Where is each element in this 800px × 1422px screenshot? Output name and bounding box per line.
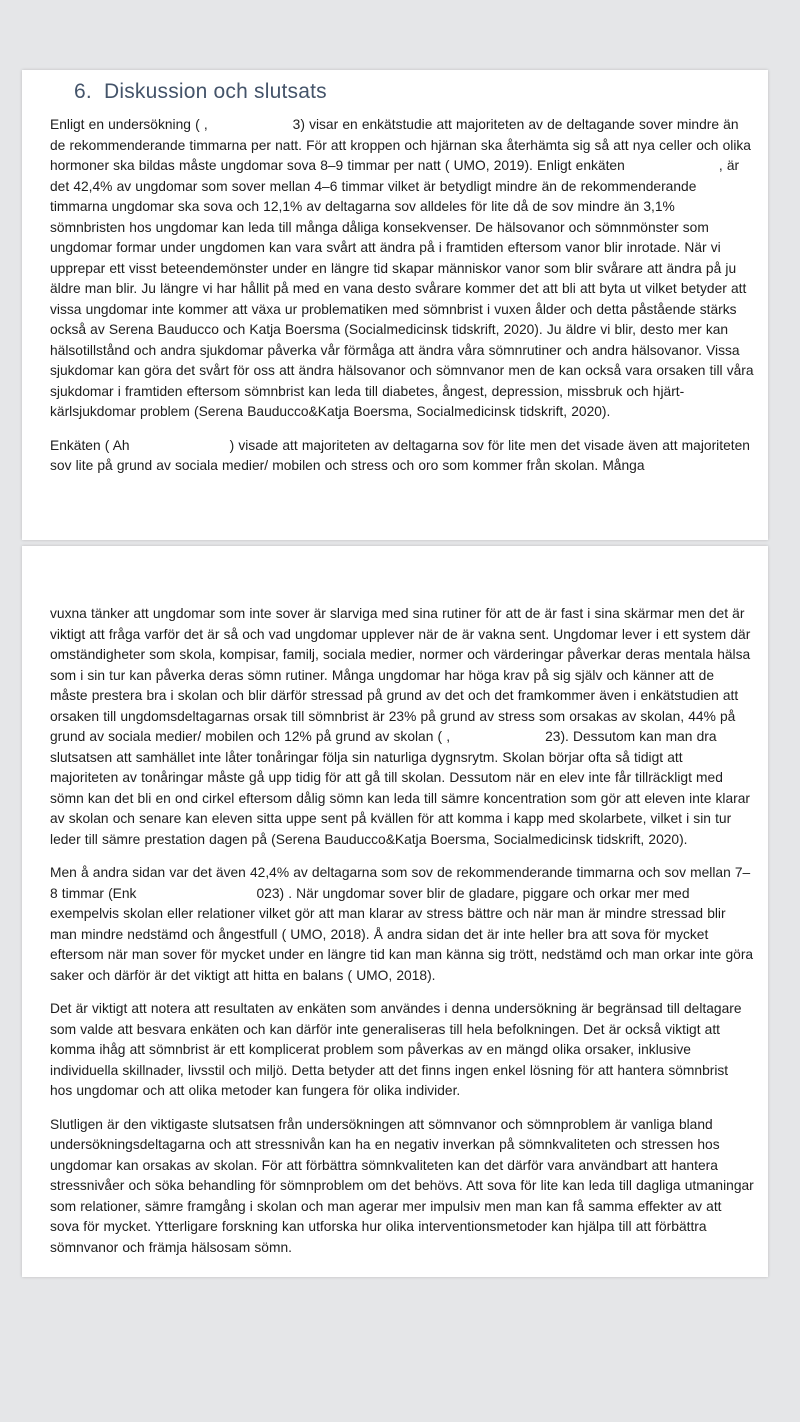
redacted-text-gap xyxy=(130,442,230,450)
paragraph xyxy=(50,115,754,423)
paragraph-text: Enkäten ( Ah xyxy=(50,437,130,453)
paragraph-text: , är det 42,4% av ungdomar som sover mellan 4–6 timmar vilket är betydligt mindre än de rekommenderande timmarna ungdomar ska sova och 12,1% av deltagarna sov alldeles för lite då de sov mindre än 3,1% sömnbristen hos ungdomar kan leda till många dåliga konsekvenser. De hälsovanor och sömnmönster som ungdomar formar under ungdomen kan vara svårt att ändra på i framtiden eftersom vanor blir inrotade. När vi upprepar ett visst beteendemönster under en längre tid skapar människor vanor som blir svårare att ändra på ju äldre man blir. Ju längre vi har hållit på med en vana desto svårare kommer det att bli att byta ut vilket betyder att vissa ungdomar inte kommer att växa ur problematiken med sömnbrist i vuxen ålder och detta påstående stärks också av Serena Bauducco och Katja Boersma (Socialmedicinsk tidskrift, 2020). Ju äldre vi blir, desto mer kan hälsotillstånd och andra sjukdomar påverka vår förmåga att ändra våra sömnrutiner och andra hälsovanor. Vissa sjukdomar kan göra det svårt för oss att ändra hälsovanor och sömnvanor men de kan också vara orsaken till våra sjukdomar i framtiden eftersom sömnbrist kan leda till diabetes, ångest, depression, missbruk och hjärt-kärlsjukdomar problem (Serena Bauducco&Katja Boersma, Socialmedicinsk tidskrift, 2020). xyxy=(50,158,754,419)
paragraph xyxy=(50,999,754,1102)
paragraph-text: 023) . När ungdomar sover blir de gladare, piggare och orkar mer med exempelvis skolan eller relationer vilket gör att man klarar av stress bättre och när man är mindre stressad blir man mindre nedstämd och ångestfull ( UMO, 2018). Å andra sidan det är inte heller bra att sova för mycket eftersom när man sover för mycket under en längre tid kan man känna sig trött, nedstämd och man orkar inte göra saker och därför är det viktigt att hitta en balans ( UMO, 2018). xyxy=(50,885,754,983)
paragraph-text: vuxna tänker att ungdomar som inte sover är slarviga med sina rutiner för att de är fast i sina skärmar men det är viktigt att fråga varför det är så och vad ungdomar upplever när de är vakna sent. Ungdomar lever i ett system där omständigheter som skola, kompisar, familj, sociala medier, normer och värderingar påverkar deras mentala hälsa som i sin tur kan påverka deras sömn rutiner. Många ungdomar har höga krav på sig själv och känner att de måste prestera bra i skolan och blir därför stressad på grund av det och det framkommer även i enkätstudien att orsaken till ungdomsdeltagarnas orsak till sömnbrist är 23% på grund av stress som orsakas av skolan, 44% på grund av sociala medier/ mobilen och 12% på grund av skolan ( , xyxy=(50,606,751,744)
paragraph-text: ) visade att majoriteten av deltagarna sov för lite men det visade även att majoriteten sov lite på grund av sociala medier/ mobilen och stress och oro som kommer från skolan. Många xyxy=(50,437,750,473)
paragraph xyxy=(50,1115,754,1259)
paragraph xyxy=(50,604,754,850)
paragraph-text: 23). Dessutom kan man dra slutsatsen att samhället inte låter tonåringar följa sin naturliga dygnsrytm. Skolan börjar ofta så tidigt att majoriteten av tonåringar måste gå upp tidig för att gå till skolan. Dessutom när en elev inte får tillräckligt med sömn kan det bli en ond cirkel eftersom dålig sömn kan leda till sämre koncentration som gör att eleven inte klarar av skolan och senare kan eleven sitta uppe sent på kvällen för att komma i kapp med skolarbete, vilket i sin tur leder till sämre prestation dagen på (Serena Bauducco&Katja Boersma, Socialmedicinsk tidskrift, 2020). xyxy=(50,729,751,847)
redacted-text-gap xyxy=(136,890,256,898)
page-2-text xyxy=(50,604,754,1258)
paragraph xyxy=(50,436,754,477)
document-page-1 xyxy=(22,70,768,540)
paragraph-text: 3) visar en enkätstudie att majoriteten av de deltagande sover mindre än de rekommenderande timmarna per natt. För att kroppen och hjärnan ska återhämta sig så att nya celler och olika hormoner ska bildas måste ungdomar sova 8–9 timmar per natt ( UMO, 2019). Enligt enkäten xyxy=(50,117,751,173)
section-heading: 6. Diskussion och slutsats xyxy=(74,80,327,103)
paragraph-text: Enligt en undersökning ( , xyxy=(50,117,208,132)
page-1-text xyxy=(50,115,754,477)
redacted-text-gap xyxy=(629,162,719,170)
paragraph xyxy=(50,863,754,986)
paragraph-text: Slutligen är den viktigaste slutsatsen från undersökningen att sömnvanor och sömnproblem är vanliga bland undersökningsdeltagarna och att stressnivån kan ha en negativ inverkan på sömnkvaliteten och stressen hos ungdomar kan orsakas av skolan. För att förbättra sömnkvaliteten kan det därför vara användbart att hantera stressnivåer och söka behandling för sömnproblem om det behövs. Att sova för lite kan leda till dagliga utmaningar som relationer, sämre framgång i skolan och man agerar mer impulsiv men man kan få samma effekter av att sova för mycket. Ytterligare forskning kan utforska hur olika interventionsmetoder kan hjälpa till att förbättra sömnvanor och främja hälsosam sömn. xyxy=(50,1116,754,1255)
paragraph-text: Men å andra sidan var det även 42,4% av deltagarna som sov de rekommenderande timmarna och sov mellan 7–8 timmar (Enk xyxy=(50,865,751,901)
redacted-text-gap xyxy=(450,733,545,741)
paragraph-text: Det är viktigt att notera att resultaten av enkäten som användes i denna undersökning är begränsad till deltagare som valde att besvara enkäten och kan därför inte generaliseras till hela befolkningen. Det är också viktigt att komma ihåg att sömnbrist är ett komplicerat problem som påverkas av en mängd olika orsaker, inklusive individuella skillnader, livsstil och miljö. Detta betyder att det finns ingen enkel lösning för att hantera sömnbrist hos ungdomar och att olika metoder kan fungera för olika individer. xyxy=(50,1001,742,1098)
redacted-text-gap xyxy=(208,121,293,129)
document-page-2 xyxy=(22,546,768,1277)
